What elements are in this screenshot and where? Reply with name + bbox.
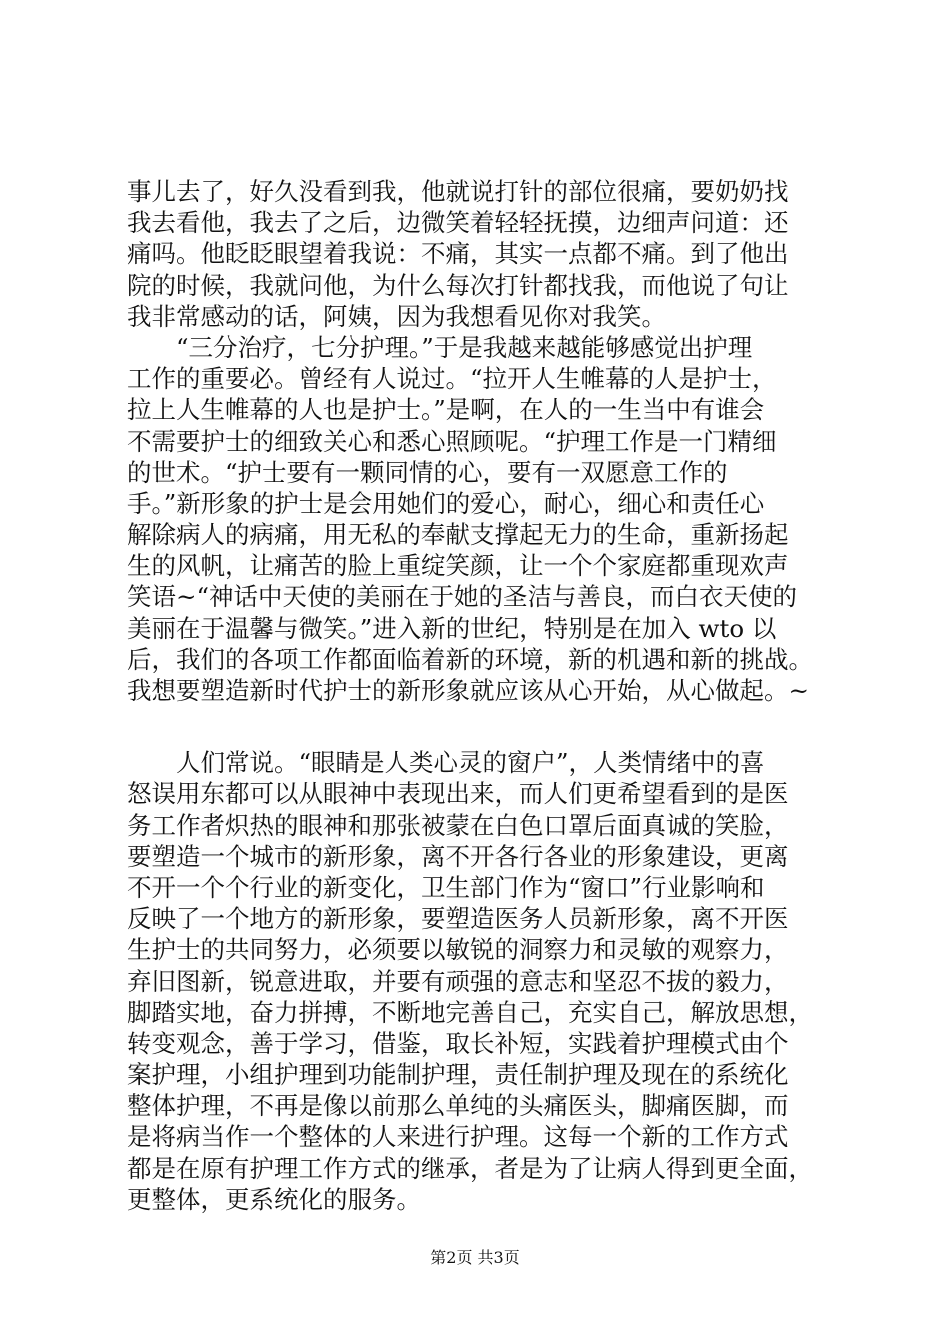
text-line: 是将病当作一个整体的人来进行护理。这每一个新的工作方式 (127, 1122, 789, 1152)
paragraph-gap (127, 706, 832, 747)
paragraph-first-line: “三分治疗，七分护理。”于是我越来越能够感觉出护理 (176, 332, 753, 362)
text-line: 手。”新形象的护士是会用她们的爱心，耐心，细心和责任心 (127, 488, 765, 518)
text-line: 生的风帆，让痛苦的脸上重绽笑颜，让一个个家庭都重现欢声 (127, 551, 789, 581)
text-line: 我非常感动的话，阿姨，因为我想看见你对我笑。 (127, 301, 666, 331)
text-line: 整体护理，不再是像以前那么单纯的头痛医头，脚痛医脚，而 (127, 1091, 789, 1121)
text-line: 后，我们的各项工作都面临着新的环境，新的机遇和新的挑战。 (127, 644, 813, 674)
text-line: 事儿去了，好久没看到我，他就说打针的部位很痛，要奶奶找 (127, 177, 789, 206)
document-body (127, 176, 832, 1215)
text-line: 更整体，更系统化的服务。 (127, 1184, 421, 1214)
text-line: 的世术。“护士要有一颗同情的心，要有一双愿意工作的 (127, 457, 728, 487)
text-line: 拉上人生帷幕的人也是护士。”是啊，在人的一生当中有谁会 (127, 395, 765, 425)
text-line: 生护士的共同努力，必须要以敏锐的洞察力和灵敏的观察力， (127, 935, 789, 965)
text-line: 都是在原有护理工作方式的继承，者是为了让病人得到更全面， (127, 1153, 813, 1183)
text-line: 痛吗。他眨眨眼望着我说：不痛，其实一点都不痛。到了他出 (127, 239, 789, 269)
text-line: 解除病人的病痛，用无私的奉献支撑起无力的生命，重新扬起 (127, 520, 789, 550)
text-line: 不需要护士的细致关心和悉心照顾呢。“护理工作是一门精细 (127, 426, 777, 456)
text-line: 笑语~“神话中天使的美丽在于她的圣洁与善良，而白衣天使的 (127, 582, 798, 612)
text-line: 我去看他，我去了之后，边微笑着轻轻抚摸，边细声问道：还 (127, 208, 789, 238)
page-number-label: 第2页 共3页 (430, 1248, 520, 1267)
text-line: 要塑造一个城市的新形象，离不开各行各业的形象建设，更离 (127, 841, 789, 871)
text-line: 务工作者炽热的眼神和那张被蒙在白色口罩后面真诚的笑脸， (127, 810, 789, 840)
text-line: 脚踏实地，奋力拼搏，不断地完善自己，充实自己，解放思想， (127, 997, 813, 1027)
text-line: 院的时候，我就问他，为什么每次打针都找我，而他说了句让 (127, 270, 789, 300)
text-line: 弃旧图新，锐意进取，并要有顽强的意志和坚忍不拔的毅力， (127, 966, 789, 996)
text-line: 美丽在于温馨与微笑。”进入新的世纪，特别是在加入 wto 以 (127, 613, 777, 643)
text-line: 案护理，小组护理到功能制护理，责任制护理及现在的系统化 (127, 1060, 789, 1090)
paragraph-first-line: 人们常说。“眼睛是人类心灵的窗户”，人类情绪中的喜 (176, 748, 765, 778)
text-line: 我想要塑造新时代护士的新形象就应该从心开始，从心做起。~ (127, 676, 810, 705)
page-footer (0, 1245, 950, 1268)
text-line: 怒误用东都可以从眼神中表现出来，而人们更希望看到的是医 (127, 779, 789, 809)
text-line: 反映了一个地方的新形象，要塑造医务人员新形象，离不开医 (127, 904, 789, 934)
text-line: 工作的重要必。曾经有人说过。“拉开人生帷幕的人是护士， (127, 364, 777, 394)
text-line: 转变观念，善于学习，借鉴，取长补短，实践着护理模式由个 (127, 1028, 789, 1058)
text-line: 不开一个个行业的新变化，卫生部门作为“窗口”行业影响和 (127, 872, 765, 902)
